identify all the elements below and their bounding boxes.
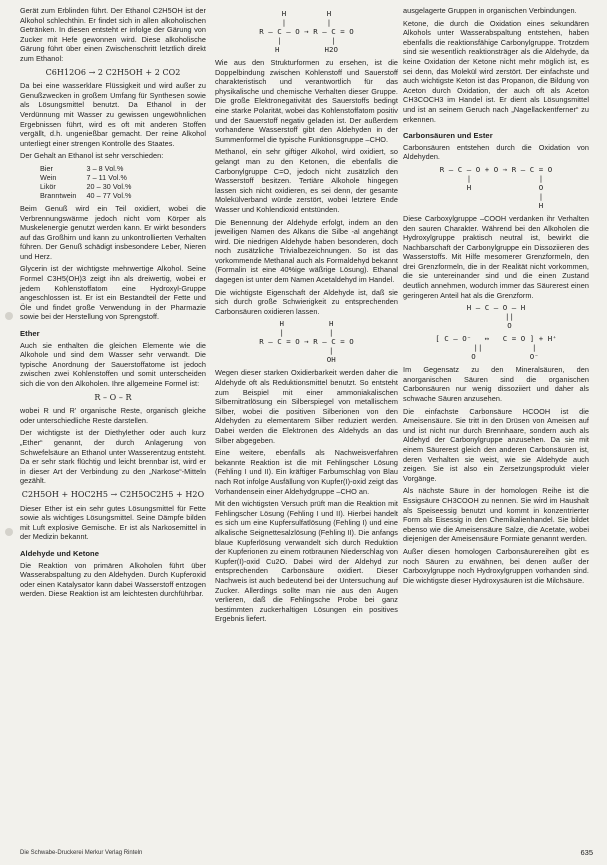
paragraph: Ketone, die durch die Oxidation eines sekundären Alkohols unter Wasserabspaltung entstehen, haben ebenfalls die reaktionsfähige Carbonylgruppe. Trotzdem sind sie wesentlich reaktionsträger als die Aldehyde, da keine Oxidation der Ketone nicht mehr möglich ist, es sei denn, das Molekül wird zerstört. Der einfachste und auch wichtigste Keton ist das Propanon, die Bildung von Aceton durch Oxidation, der auch oft als Aceton CH3COCH3 im Handel ist. Er dient als Lösungsmittel und ist an seinem Geruch nach „Nagellackentferner“ zu erkennen. — [403, 18, 589, 124]
ethanol-content-table — [40, 164, 141, 200]
column-right — [403, 6, 589, 588]
beverage-value: 20 – 30 Vol.% — [86, 181, 132, 191]
paragraph: Mit den wichtigsten Versuch prüft man die Reaktion mit Fehlingscher Lösung (Fehling I und II). Hierbei handelt es sich um eine Kupfersulfatlösung (Fehling I) und eine alkalische Seignettesalzlösung (Fehling II). Die anfangs blaue Kupferlösung verwandelt sich durch Reduktion der Kupferionen zu einem rotbraunen Niederschlag von Kupfer(I)-oxid Cu2O. Dabei wird der Aldehyd zur entsprechenden Carbonsäure oxidiert. Dieser Nachweis ist auch bedeutend bei der Untersuchung auf Zucker. Allerdings sollte man nie aus den Augen verlieren, daß die Fehlingsche Probe bei ganz bestimmten zuckerhaltigen Lösungen ein positives Ergebnis liefert. — [215, 499, 398, 624]
beverage-value: 7 – 11 Vol.% — [86, 172, 127, 182]
paragraph: Methanol, ein sehr giftiger Alkohol, wird oxidiert, so gelangt man zu den Ketonen, die ebenfalls die Carbonylgruppe C=O, jedoch nicht zusätzlich den Wasserstoff besitzen. Tertiäre Alkohole hingegen lassen sich nicht oxidieren, es sei denn, der gesamte Molekülverband würde zerstört, wobei letztere Ende Wasser und Kohlendioxid entstünden. — [215, 147, 398, 214]
beverage-value: 40 – 77 Vol.% — [86, 190, 132, 200]
paragraph: wobei R und R' organische Reste, organisch gleiche oder unterschiedliche Reste darstellen. — [20, 406, 206, 425]
paragraph: Eine weitere, ebenfalls als Nachweisverfahren bekannte Reaktion ist die mit Fehlingscher Lösung (Fehling I und II). Ein kräftiger Farbumschlag von Blau nach Rot infolge Ausfällung von Kupfer(I)-oxid zeigt das Vorhandensein einer Aldehydgruppe –CHO an. — [215, 448, 398, 496]
formula-ether-general: R – O – R — [94, 392, 132, 402]
table-row — [40, 173, 141, 182]
paragraph: Dieser Ether ist ein sehr gutes Lösungsmittel für Fette sowie als wichtiges Lösungsmittel. Seine Dämpfe bilden mit Luft explosive Gemische. Er ist als Narkosemittel in der Medizin bekannt. — [20, 503, 206, 542]
section-heading-carboxylic-acids: Carbonsäuren und Ester — [403, 131, 493, 141]
paragraph: Glycerin ist der wichtigste mehrwertige Alkohol. Seine Formel C3H5(OH)3 zeigt ihn als dreiwertig, wobei er jedem Kohlenstoffatom eine Hydroxyl-Gruppe angeschlossen ist. Er ist ein Bestandteil der Fette und Öle und findet große Verwendung in der Pharmazie sowie bei der Herstellung von Sprengstoff. — [20, 264, 206, 322]
footer-publisher: Die Schwabe-Druckerei Merkur Verlag Rinteln — [20, 850, 143, 856]
structural-formula-oxidation: H H | | R – C = O → R – C = O | OH — [259, 319, 354, 365]
formula-fermentation: C6H12O6 → 2 C2H5OH + 2 CO2 — [45, 67, 181, 77]
beverage-value: 3 – 8 Vol.% — [86, 163, 124, 173]
structural-formula-aldehyde: H H | | R – C – O → R – C = O | | H H2O — [259, 9, 354, 54]
section-heading-ether: Ether — [20, 329, 40, 339]
paragraph: Wie aus den Strukturformen zu ersehen, ist die Doppelbindung zwischen Kohlenstoff und Sauerstoff charakteristisch und verantwortlich für das physikalische und chemische Verhalten dieser Gruppe. Die große Elektronegativität des Sauerstoffs bedingt eine starke Polarität, wobei das Kohlenstoffatom positiv und der Sauerstoff negativ geladen ist. Der außerdem vorhandene Wasserstoff gibt den Aldehyden in der Summenformel die typische Funktionsgruppe –CHO. — [215, 58, 398, 144]
page-number: 635 — [580, 848, 593, 857]
paragraph: Die wichtigste Eigenschaft der Aldehyde ist, daß sie sich durch große Schwierigkeit zu entsprechenden Carbonsäuren oxidieren lassen. — [215, 287, 398, 316]
table-row — [40, 164, 141, 173]
paragraph: Carbonsäuren entstehen durch die Oxidation von Aldehyden. — [403, 142, 589, 162]
punch-hole-mark — [5, 312, 13, 320]
paragraph: Beim Genuß wird ein Teil oxidiert, wobei die Verbrennungswärme jedoch nicht vom Körper als Muskelenergie genutzt werden kann. Er wirkt besonders auf das Großhirn und kann zu unkontrollierten Verhalten führen. Der Genuß schädigt insbesondere Leber, Nieren und Herz. — [20, 203, 206, 261]
beverage-name: Branntwein — [40, 190, 77, 200]
column-middle — [215, 6, 398, 627]
table-row — [40, 191, 141, 200]
paragraph: Der Gehalt an Ethanol ist sehr verschieden: — [20, 151, 164, 161]
column-left — [20, 6, 206, 602]
paragraph: Auch sie enthalten die gleichen Elemente wie die Alkohole und sind dem Wasser sehr verwandt. Die typische Anordnung der Sauerstoffatome ist jedoch zwischen zwei Kohlenstoffen und somit unterscheiden sich die von den Alkoholen. Ihre allgemeine Formel ist: — [20, 340, 206, 388]
paragraph: Der wichtigste ist der Diethylether oder auch kurz „Ether“ genannt, der durch Anlagerung von Schwefelsäure an Ethanol unter Wasserentzug entsteht. Da er sehr stark flüchtig und leicht brennbar ist, wird er in dieser Art der Verbindung zu den „Narkose“-Mitteln gezählt. — [20, 428, 206, 486]
paragraph: Da bei eine wasserklare Flüssigkeit und wird außer zu Genußzwecken in großem Umfang für Synthesen sowie als Lösungsmittel benutzt. Da Ethanol in der Verdünnung mit Wasser zu gewissen ungewöhnlichen Ergebnissen führt, wird es oft mit anderen Stoffen vergällt, d.h. ungenießbar gemacht. Der reine Alkohol unterliegt einer strengen Kontrolle des Staates. — [20, 81, 206, 148]
structural-formula-formic-acid: H – C – O – H || O — [466, 303, 526, 331]
structural-formula-mesomerism: [ C – O⁻ ↔ C = O ] + H⁺ || | O O⁻ — [435, 334, 557, 362]
paragraph: Die einfachste Carbonsäure HCOOH ist die Ameisensäure. Sie tritt in den Drüsen von Ameisen auf und ist nicht nur durch Brennhaare, sondern auch als Aldehyd der Carbonylgruppe anzusehen. Da sie mit einem Säurerest gleich den anderen Carbonsäuren ist, deren Verhalten sie weist, wie sie Aldehyde auch zeigen. Sie ist also ein Zersetzungsprodukt vieler Vorgänge. — [403, 406, 589, 483]
section-heading-aldehydes: Aldehyde und Ketone — [20, 548, 100, 558]
paragraph: Die Reaktion von primären Alkoholen führt über Wasserabspaltung zu den Aldehyden. Durch Kupferoxid oder einen Katalysator kann dabei Wasserstoff entzogen werden. Diese Reaktion ist am leichtesten durchführbar. — [20, 560, 206, 599]
beverage-name: Likör — [40, 181, 56, 191]
paragraph: Außer diesen homologen Carbonsäurereihen gibt es noch Säuren zu erwähnen, bei denen außer der Carboxylgruppe noch Hydroxylgruppen vorhanden sind. Die wichtigste dieser Hydroxysäuren ist die Milchsäure. — [403, 546, 589, 585]
paragraph: Diese Carboxylgruppe –COOH verdanken ihr Verhalten den sauren Charakter. Während bei den Alkoholen die Hydroxylgruppe praktisch neutral ist, bewirkt die Nachbarschaft der Carbonylgruppe ein Dissoziieren des Wasserstoffs. Mit Hilfe mesomerer Grenzformeln, den drei Grenzformeln, die in der Realität nicht vorkommen, die sie untereinander sind und die einen Zustand deutlich annehmen, wodurch immer das Säurerest einen geringeren Anteil hat als die Grenzform. — [403, 213, 589, 300]
paragraph: Im Gegensatz zu den Mineralsäuren, den anorganischen Säuren sind die organischen Carbonsäuren nur wenig dissoziiert und daher als schwache Säuren anzusehen. — [403, 365, 589, 404]
paragraph: Wegen dieser starken Oxidierbarkeit werden daher die Aldehyde oft als Reduktionsmittel benutzt. So entsteht zum Beispiel mit einer ammoniakalischen Silbernitratlösung ein Silberspiegel von metallischem Silber, wobei die positiven Silberionen von den Aldehyden zu elementarem Silber reduziert werden. Dabei werden die Elektronen des Aldehyds an das Silber abgegeben. — [215, 368, 398, 445]
formula-diethylether: C2H5OH + HOC2H5 → C2H5OC2H5 + H2O — [21, 489, 205, 499]
paragraph: Die Benennung der Aldehyde erfolgt, indem an den jeweiligen Namen des Alkans die Silbe -al angehängt wird. Die niedrigen Aldehyde haben besonderen, doch noch zusätzliche Trivialbezeichnungen. So ist das vorkommende Methanal auch als Formaldehyd bekannt (Formalin ist eine 40%ige wäßrige Lösung). Ethanal dagegen ist unter dem Namen Acetaldehyd im Handel. — [215, 217, 398, 285]
punch-hole-mark — [5, 528, 13, 536]
table-row — [40, 182, 141, 191]
paragraph: Als nächste Säure in der homologen Reihe ist die Essigsäure CH3COOH zu nennen. Sie wird im Haushalt als Speiseessig benutzt und kommt in konzentrierter Form als Eisessig in den Chemikalienhandel. Sie bildet ebenso wie die Ameisensäure Salze, die Acetate, wobei diejenigen der Ameisensäure Formiate genannt werden. — [403, 486, 589, 544]
paragraph: Gerät zum Erblinden führt. Der Ethanol C2H5OH ist der Alkohol schlechthin. Er findet sich in allen alkoholischen Getränken. In diesen entsteht er infolge der Gärung von Zucker mit Hefe gewonnen wird. Diese alkoholische Gärung führt über einen Zwischenschritt letztlich direkt zum Ethanol: — [20, 6, 206, 63]
paragraph: ausgelagerte Gruppen in organischen Verbindungen. — [403, 6, 577, 15]
structural-formula-carboxylic-acid: R – C – O + O → R – C = O | | H O | H — [439, 164, 553, 210]
beverage-name: Bier — [40, 163, 53, 173]
beverage-name: Wein — [40, 172, 57, 182]
